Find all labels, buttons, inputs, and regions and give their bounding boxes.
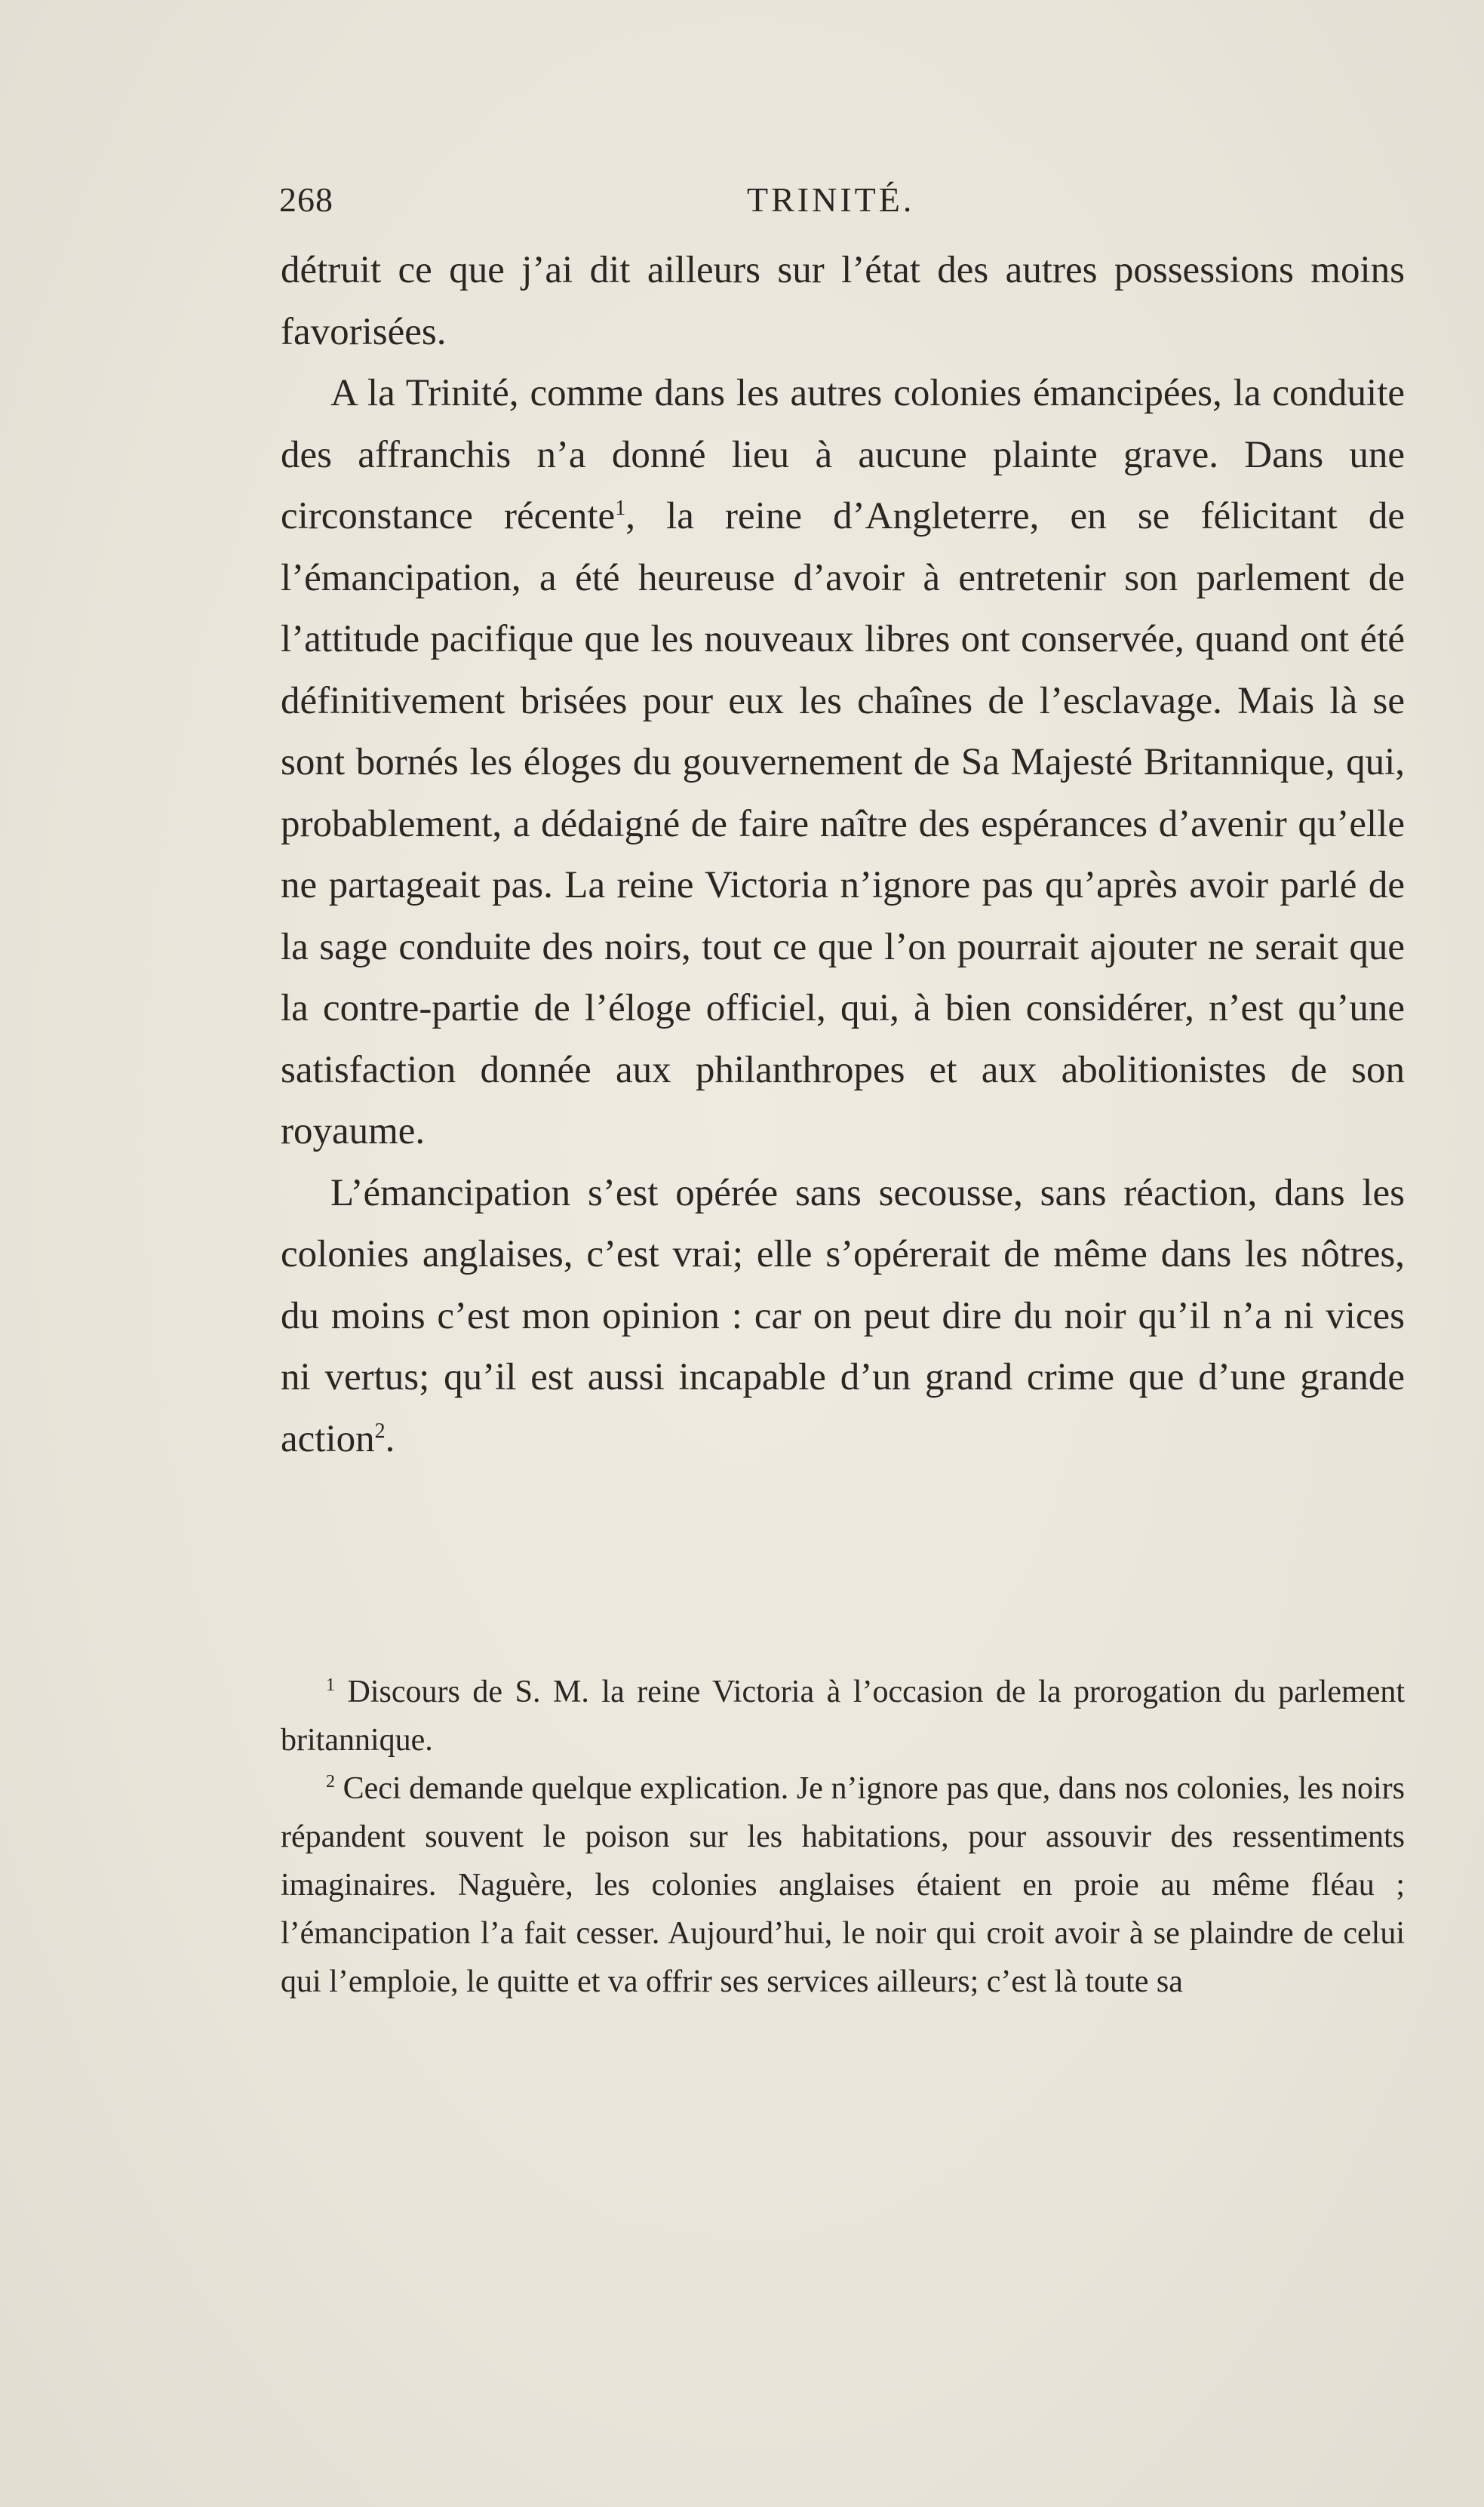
page-header: [279, 180, 936, 225]
paragraph-2-text-a: A la Trinité, comme dans les autres colonies émancipées, la conduite des affranchis n’a donné lieu à aucune plainte grave. Dans une circonstance récente: [281, 372, 1405, 537]
footnote-2-text: Ceci demande quelque explication. Je n’ignore pas que, dans nos colonies, les noirs répandent souvent le poison sur les habitations, pour assouvir des ressentiments imaginaires. Naguère, les colonies anglaises étaient en proie au même fléau ; l’émancipation l’a fait cesser. Aujourd’hui, le noir qui croit avoir à se plaindre de celui qui l’emploie, le quitte et va offrir ses services ailleurs; c’est là toute sa: [281, 1771, 1405, 1999]
running-title: TRINITÉ.: [747, 180, 915, 219]
main-text: [281, 240, 1405, 1470]
footnote-1-mark: 1: [326, 1675, 335, 1695]
footnotes: [281, 1668, 1405, 2006]
paragraph-3-text-a: L’émancipation s’est opérée sans secousse, sans réaction, dans les colonies anglaises, c’est vrai; elle s’opérerait de même dans les nôtres, du moins c’est mon opinion : car on peut dire du noir qu’il n’a ni vices ni vertus; qu’il est aussi incapable d’un grand crime que d’une grande action: [281, 1171, 1405, 1460]
footnote-ref-1: 1: [615, 497, 626, 520]
footnote-2: [281, 1764, 1405, 2006]
footnote-1: [281, 1668, 1405, 1764]
paragraph-2-text-b: , la reine d’Angleterre, en se félicitant de l’émancipation, a été heureuse d’avoir à entretenir son parlement de l’attitude pacifique que les nouveaux libres ont conservée, quand ont été définitivement brisées pour eux les chaînes de l’esclavage. Mais là se sont bornés les éloges du gouvernement de Sa Majesté Britannique, qui, probablement, a dédaigné de faire naître des espérances d’avenir qu’elle ne partageait pas. La reine Victoria n’ignore pas qu’après avoir parlé de la sage conduite des noirs, tout ce que l’on pourrait ajouter ne serait que la contre-partie de l’éloge officiel, qui, à bien considérer, n’est qu’une satisfaction donnée aux philanthropes et aux abolitionistes de son royaume.: [281, 495, 1405, 1152]
footnote-1-text: Discours de S. M. la reine Victoria à l’occasion de la prorogation du parlement britannique.: [281, 1675, 1405, 1758]
paragraph-3: [281, 1163, 1405, 1471]
footnote-ref-2: 2: [374, 1419, 386, 1443]
paragraph-2: [281, 363, 1405, 1163]
paragraph-1: [281, 240, 1405, 363]
paragraph-1-text: détruit ce que j’ai dit ailleurs sur l’état des autres possessions moins favorisées.: [281, 249, 1405, 353]
page-number: 268: [279, 180, 333, 219]
footnote-2-mark: 2: [326, 1772, 335, 1792]
paragraph-3-text-b: .: [385, 1417, 395, 1460]
